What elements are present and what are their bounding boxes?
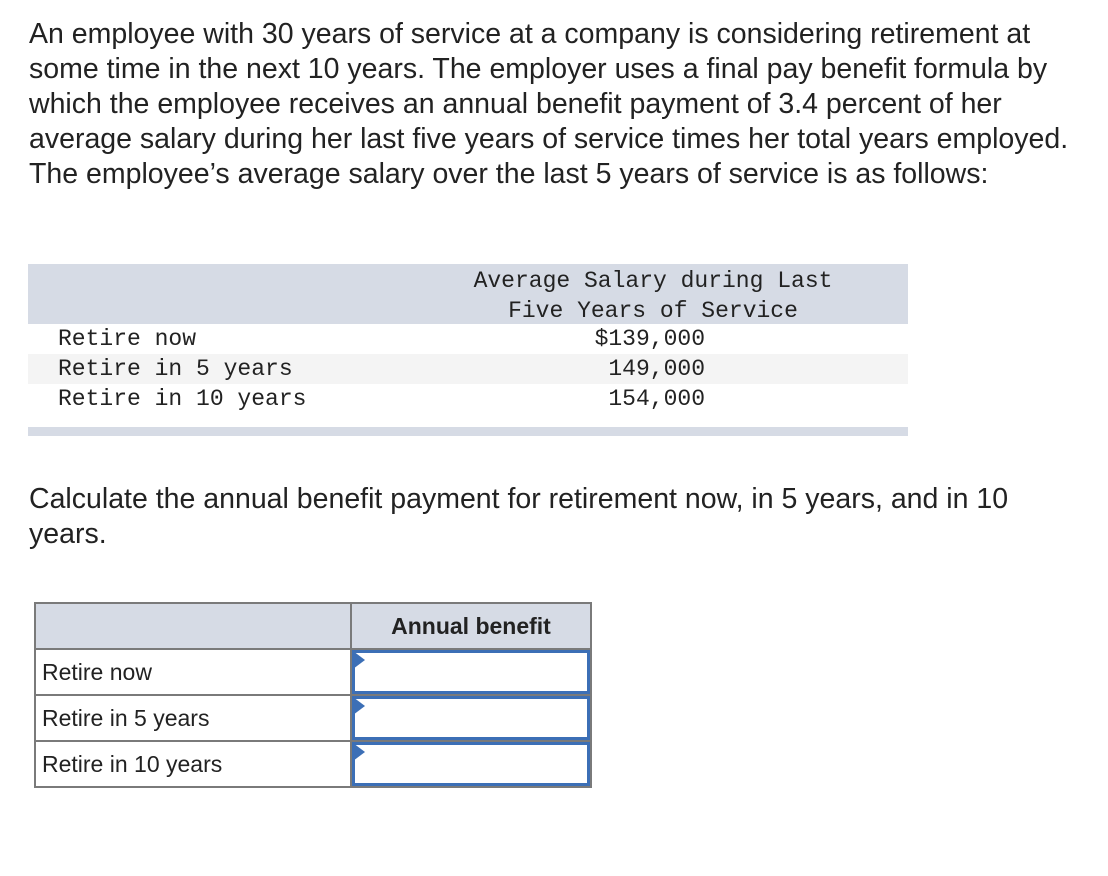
question-text: Calculate the annual benefit payment for retirement now, in 5 years, and in 10 years. — [29, 483, 1009, 550]
answer-row-label: Retire now — [35, 649, 351, 695]
salary-row-label: Retire in 10 years — [58, 386, 307, 412]
salary-table-header — [28, 264, 908, 324]
salary-row — [28, 324, 908, 354]
retire-10-years-benefit-input[interactable] — [352, 742, 590, 786]
answer-table — [34, 602, 592, 788]
answer-row — [35, 741, 591, 787]
problem-statement: An employee with 30 years of service at a company is considering retirement at some time in the next 10 years. The employer uses a final pay benefit formula by which the employee receives an annual benefit payment of 3.4 percent of her average salary during her last five years of service times her total years employed. The employee’s average salary over the last 5 years of service is as follows: — [29, 18, 1069, 190]
salary-table — [28, 264, 908, 436]
salary-row-value: $139,000 — [594, 326, 705, 352]
answer-row-label: Retire in 10 years — [35, 741, 351, 787]
answer-row — [35, 649, 591, 695]
salary-row — [28, 384, 908, 414]
answer-header-blank — [35, 603, 351, 649]
answer-cell — [351, 649, 591, 695]
answer-table-header-row — [35, 603, 591, 649]
salary-row — [28, 354, 908, 384]
answer-cell — [351, 741, 591, 787]
salary-table-footer-bar — [28, 427, 908, 436]
salary-row-label: Retire in 5 years — [58, 356, 293, 382]
salary-header-line2: Five Years of Service — [508, 298, 798, 324]
answer-cell — [351, 695, 591, 741]
salary-row-label: Retire now — [58, 326, 197, 352]
answer-row — [35, 695, 591, 741]
answer-row-label: Retire in 5 years — [35, 695, 351, 741]
salary-row-value: 154,000 — [608, 386, 705, 412]
retire-5-years-benefit-input[interactable] — [352, 696, 590, 740]
salary-header-line1: Average Salary during Last — [473, 268, 833, 294]
annual-benefit-header: Annual benefit — [351, 603, 591, 649]
retire-now-benefit-input[interactable] — [352, 650, 590, 694]
salary-row-value: 149,000 — [608, 356, 705, 382]
salary-column-header — [448, 266, 858, 326]
